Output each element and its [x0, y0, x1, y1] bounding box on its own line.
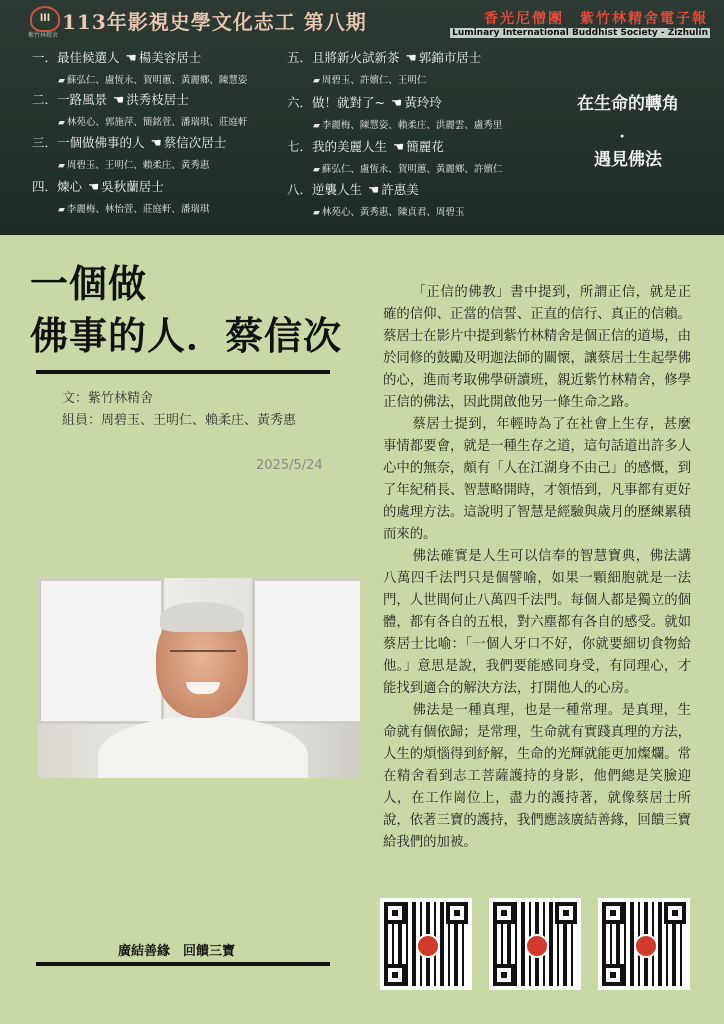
toc-leader: 洪秀枝居士 — [126, 92, 189, 107]
qr-finder — [384, 964, 406, 986]
qr-finder — [602, 964, 624, 986]
qr-logo-icon — [416, 934, 440, 958]
toc-members: 李麗梅、陳慧姿、賴柔庄、洪麗雲、盧秀里 — [321, 120, 503, 131]
toc-leader: 郭錦市居士 — [418, 50, 482, 65]
title-line2: 佛事的人．蔡信次 — [30, 314, 343, 358]
toc-heading: 五．且將新火試新茶 — [287, 50, 400, 65]
book-icon: ▰ — [58, 205, 65, 215]
toc-leader: 吳秋蘭居士 — [101, 179, 164, 194]
hand-icon: ☚ — [150, 135, 162, 150]
photo-hair — [160, 602, 244, 632]
toc-heading: 二．一路風景 — [32, 92, 108, 107]
qr-pattern — [384, 902, 468, 986]
qr-finder — [384, 902, 406, 924]
paragraph: 佛法是一種真理，也是一種常理。是真理，生命就有個依歸；是常理，生命就有實踐真理的方法，人生的煩惱得到紓解，生命的光輝就能更加燦爛。常在精舍看到志工菩薩護持的身影，他們總是笑臉迎人，在工作崗位上，盡力的護持著，就像蔡居士所說，依著三寶的護持，我們應該廣結善緣，回饋三寶給我們的加被。 — [383, 703, 691, 850]
book-icon: ▰ — [313, 121, 320, 131]
toc-item[interactable] — [32, 48, 247, 86]
article-title — [30, 258, 342, 362]
toc-leader: 楊美容居士 — [138, 50, 202, 65]
qr-finder — [446, 902, 468, 924]
hand-icon: ☚ — [390, 95, 403, 110]
toc-members: 蘇弘仁、盧恆永、賀明蕙、黃麗鄉、陳慧姿 — [66, 75, 248, 86]
paragraph: 佛法確實是人生可以信奉的智慧寶典，佛法講八萬四千法門只是個譬喻，如果一顆細胞就是一法門，人世間何止八萬四千法門。每個人都是獨立的個體，都有各自的五根，對六塵都有各自的感受。就如蔡居士比喻：「一個人牙口不好，你就要細切食物給他。」意思是說，我們要能感同身受，有同理心，才能找到適合的解決方法，打開他人的心房。 — [383, 549, 691, 696]
toc-heading: 八．逆襲人生 — [287, 182, 363, 197]
book-icon: ▰ — [58, 76, 65, 86]
hand-icon: ☚ — [368, 182, 380, 197]
toc-heading: 六．做！就對了~ — [287, 95, 385, 110]
photo-window — [252, 578, 360, 724]
org-name-en: Luminary International Buddhist Society - Zizhulin — [452, 28, 708, 38]
photo-shirt — [98, 716, 308, 778]
toc-item[interactable] — [32, 90, 247, 128]
author: 文：紫竹林精舍 — [62, 391, 154, 406]
toc-leader: 簡麗花 — [406, 139, 444, 154]
toc-item[interactable] — [287, 93, 502, 131]
hand-icon: ☚ — [405, 50, 417, 65]
qr-finder — [493, 902, 515, 924]
header-slogan — [548, 90, 708, 174]
toc-item[interactable] — [287, 180, 464, 218]
team-members: 組員：周碧玉、王明仁、賴柔庄、黃秀惠 — [62, 413, 297, 428]
paragraph: 「正信的佛教」書中提到，所謂正信，就是正確的信仰、正當的信誓、正直的信行、真正的信賴。蔡居士在影片中提到紫竹林精舍是個正信的道場，由於同修的鼓勵及明迦法師的關懷，讓蔡居士生起學佛的心，進而考取佛學研讀班，親近紫竹林精舍，修學正信的佛法，因此開啟他另一條生命之路。 — [383, 285, 691, 410]
qr-code[interactable] — [598, 898, 690, 990]
toc-leader: 許惠美 — [381, 182, 419, 197]
hand-icon: ☚ — [88, 179, 100, 194]
toc-members: 林苑心、郭施萍、簡銘萱、潘瑞琪、莊庭軒 — [66, 117, 248, 128]
book-icon: ▰ — [313, 76, 320, 86]
logo-caption: 紫竹林精舍 — [28, 32, 59, 39]
qr-logo-icon — [634, 934, 658, 958]
footer-slogan: 廣結善緣 回饋三寶 — [118, 944, 236, 959]
toc-members: 周碧玉、許嬪仁、王明仁 — [321, 75, 427, 86]
toc-item[interactable] — [287, 48, 481, 86]
slogan-line1: 在生命的轉角 — [577, 94, 679, 114]
qr-finder — [602, 902, 624, 924]
toc-leader: 蔡信次居士 — [163, 135, 227, 150]
qr-finder — [664, 902, 686, 924]
hand-icon: ☚ — [125, 50, 137, 65]
logo-icon: lll — [30, 6, 60, 32]
qr-logo-icon — [525, 934, 549, 958]
qr-code[interactable] — [380, 898, 472, 990]
qr-code[interactable] — [489, 898, 581, 990]
qr-pattern — [602, 902, 686, 986]
toc-leader: 黃玲玲 — [404, 95, 442, 110]
toc-members: 蘇弘仁、盧恆永、賀明蕙、黃麗鄉、許嬪仁 — [321, 164, 503, 175]
journal-title: 113年影視史學文化志工 第八期 — [62, 10, 367, 34]
photo-window — [38, 578, 164, 724]
paragraph: 蔡居士提到，年輕時為了在社會上生存，甚麼事情都要會，就是一種生存之道，這句話道出許多人心中的無奈，頗有「人在江湖身不由己」的感慨，到了年紀稍長、智慧略開時，才領悟到，凡事都有更好的處理方法。這說明了智慧是經驗與歲月的歷練累積而來的。 — [383, 417, 691, 542]
publish-date: 2025/5/24 — [256, 458, 323, 473]
header-band — [0, 0, 724, 235]
hand-icon: ☚ — [113, 92, 125, 107]
article-body — [383, 282, 691, 854]
book-icon: ▰ — [58, 118, 65, 128]
toc-heading: 三．一個做佛事的人 — [32, 135, 145, 150]
footer-divider — [36, 962, 330, 966]
qr-finder — [555, 902, 577, 924]
book-icon: ▰ — [58, 161, 65, 171]
masthead — [0, 0, 724, 39]
toc-item[interactable] — [287, 137, 502, 175]
photo-glasses — [170, 650, 236, 666]
title-line1: 一個做 — [30, 262, 148, 306]
qr-finder — [493, 964, 515, 986]
qr-pattern — [493, 902, 577, 986]
org-name-cn: 香光尼僧團 紫竹林精舍電子報 — [484, 11, 708, 27]
hand-icon: ☚ — [393, 139, 405, 154]
toc-heading: 四．煉心 — [32, 179, 83, 194]
byline — [62, 388, 296, 432]
toc-heading: 七．我的美麗人生 — [287, 139, 388, 154]
toc-item[interactable] — [32, 177, 209, 215]
title-divider — [36, 370, 330, 374]
toc-members: 李麗梅、林怡萱、莊庭軒、潘瑞琪 — [66, 204, 210, 215]
toc-item[interactable] — [32, 133, 226, 171]
toc-members: 周碧玉、王明仁、賴柔庄、黃秀惠 — [66, 160, 210, 171]
toc-members: 林苑心、黃秀惠、陳貞君、周碧玉 — [321, 207, 465, 218]
book-icon: ▰ — [313, 165, 320, 175]
slogan-dot: ． — [619, 122, 637, 142]
slogan-line2: 遇見佛法 — [594, 150, 662, 170]
portrait-photo — [38, 578, 360, 778]
toc-heading: 一．最佳候選人 — [32, 50, 120, 65]
book-icon: ▰ — [313, 208, 320, 218]
